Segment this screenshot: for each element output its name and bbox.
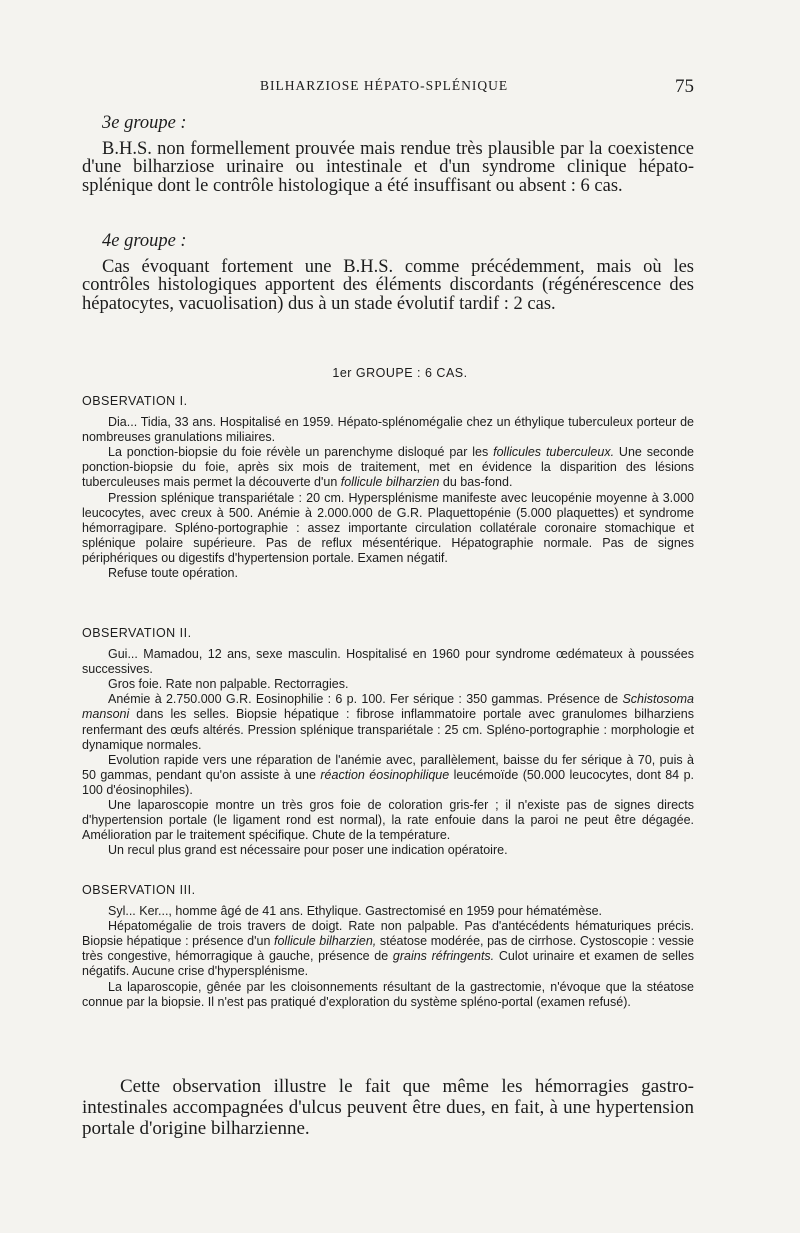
group-3-heading: 3e groupe :	[102, 113, 187, 133]
closing-paragraph	[82, 1076, 694, 1139]
observation-1-paragraph: Pression splénique transpariétale : 20 cm. Hypersplénisme manifeste avec leucopénie moyenne à 3.000 leucocytes, avec creux à 500. Anémie à 2.000.000 de G.R. Plaquettopénie (5.000 plaquettes) et syndrome hémorragipare. Spléno-portographie : assez importante circulation collatérale coronaire stomachique et splénique polaire supérieure. Pas de reflux mésentérique. Hépatographie normale. Pas de signes périphériques ou digestifs d'hypertension portale. Examen négatif.	[82, 490, 694, 565]
observation-2-paragraph: Une laparoscopie montre un très gros foie de coloration gris-fer ; il n'existe pas de signes directs d'hypertension portale (le ligament rond est normal), la rate enfouie dans la paroi ne peut être dégagée. Amélioration par le traitement spécifique. Chute de la température.	[82, 798, 694, 843]
group-3-section	[82, 114, 694, 195]
observation-2-paragraph: Un recul plus grand est nécessaire pour poser une indication opératoire.	[108, 843, 508, 858]
observation-1-paragraph: La ponction-biopsie du foie révèle un parenchyme disloqué par les follicules tuberculeux. Une seconde ponction-biopsie du foie, après six mois de traitement, met en évidence la disparition des lésions tuberculeuses mais permet la découverte d'un follicule bilharzien du bas-fond.	[82, 445, 694, 490]
group-4-text: Cas évoquant fortement une B.H.S. comme précédemment, mais où les contrôles histologiques apportent des éléments discordants (régénérescence des hépatocytes, vacuolisation) dus à un stade évolutif tardif : 2 cas.	[82, 256, 694, 314]
observation-1	[82, 394, 694, 581]
observation-3-paragraph: Syl... Ker..., homme âgé de 41 ans. Ethylique. Gastrectomisé en 1959 pour hématémèse.	[108, 904, 603, 919]
observation-2-paragraph: Evolution rapide vers une réparation de l'anémie avec, parallèlement, baisse du fer sérique à 70, puis à 50 gammas, pendant qu'on assiste à une réaction éosinophilique leucémoïde (50.000 leucocytes, dont 84 p. 100 d'éosinophiles).	[82, 752, 694, 797]
observation-1-title: OBSERVATION I.	[82, 394, 188, 408]
running-title: BILHARZIOSE HÉPATO-SPLÉNIQUE	[260, 78, 509, 93]
observation-2-paragraph: Anémie à 2.750.000 G.R. Eosinophilie : 6 p. 100. Fer sérique : 350 gammas. Présence de Schistosoma mansoni dans les selles. Biopsie hépatique : fibrose inflammatoire portale avec granulomes bilharziens renfermant des œufs altérés. Pression splénique transpariétale : 25 cm. Spléno-portographie : morphologie et dynamique normales.	[82, 692, 694, 752]
observation-3-paragraph: La laparoscopie, gênée par les cloisonnements résultant de la gastrectomie, n'évoque que la stéatose connue par la biopsie. Il n'est pas pratiqué d'exploration du système spléno-portal (examen refusé).	[82, 979, 694, 1009]
group-4-section	[82, 232, 694, 313]
observation-2-paragraph: Gros foie. Rate non palpable. Rectorragies.	[108, 677, 349, 692]
observation-3-paragraph: Hépatomégalie de trois travers de doigt. Rate non palpable. Pas d'antécédents hématuriques précis. Biopsie hépatique : présence d'un follicule bilharzien, stéatose modérée, pas de cirrhose. Cystoscopie : vessie très congestive, hémorragique à gauche, présence de grains réfringents. Culot urinaire et examen de selles négatifs. Aucune crise d'hypersplénisme.	[82, 919, 695, 979]
observation-1-paragraph: Refuse toute opération.	[108, 566, 238, 581]
observation-3-title: OBSERVATION III.	[82, 883, 196, 897]
page-number: 75	[675, 76, 694, 97]
closing-text: Cette observation illustre le fait que même les hémorragies gastro-intestinales accompagnées d'ulcus peuvent être dues, en fait, à une hypertension portale d'origine bilharzienne.	[82, 1076, 694, 1139]
page-header	[82, 76, 694, 98]
group-4-heading: 4e groupe :	[102, 231, 187, 251]
section-heading: 1er GROUPE : 6 CAS.	[332, 366, 468, 380]
observation-2	[82, 626, 694, 858]
observation-2-title: OBSERVATION II.	[82, 626, 192, 640]
observation-3	[82, 883, 694, 1010]
observation-1-paragraph: Dia... Tidia, 33 ans. Hospitalisé en 1959. Hépato-splénomégalie chez un éthylique tuberculeux porteur de nombreuses granulations miliaires.	[82, 415, 694, 445]
group-3-text: B.H.S. non formellement prouvée mais rendue très plausible par la coexistence d'une bilharziose urinaire ou intestinale et d'un syndrome clinique hépato-splénique dont le contrôle histologique a été insuffisant ou absent : 6 cas.	[82, 138, 694, 196]
observation-2-paragraph: Gui... Mamadou, 12 ans, sexe masculin. Hospitalisé en 1960 pour syndrome œdémateux à poussées successives.	[82, 647, 694, 677]
